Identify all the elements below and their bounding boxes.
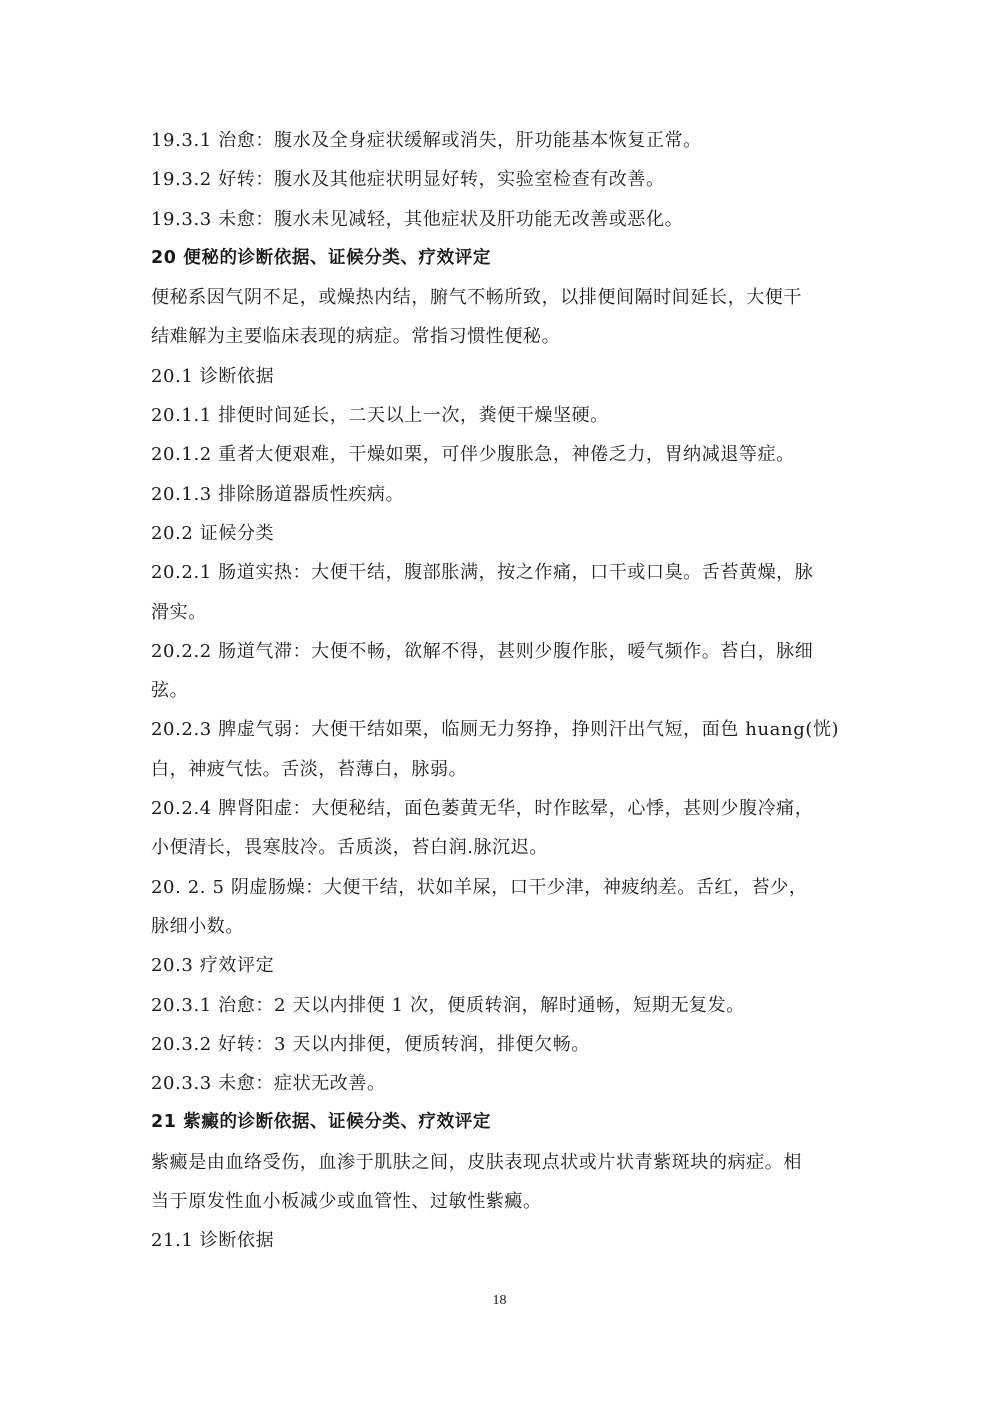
text-line: 20.2.3 脾虚气弱：大便干结如栗，临厕无力努挣，挣则汗出气短，面色 huang(恍) bbox=[151, 719, 840, 741]
text-line: 20.2 证候分类 bbox=[151, 522, 275, 544]
text-line: 19.3.2 好转：腹水及其他症状明显好转，实验室检查有改善。 bbox=[151, 169, 665, 191]
text-line: 20.1 诊断依据 bbox=[151, 365, 275, 387]
text-line: 20.1.3 排除肠道器质性疾病。 bbox=[151, 483, 405, 505]
page-number: 18 bbox=[492, 1293, 507, 1308]
text-line: 脉细小数。 bbox=[151, 915, 244, 937]
text-line: 20.3 疗效评定 bbox=[151, 955, 275, 977]
text-line: 小便清长，畏寒肢冷。舌质淡，苔白润.脉沉迟。 bbox=[151, 837, 548, 859]
text-line: 紫癜是由血络受伤，血渗于肌肤之间，皮肤表现点状或片状青紫斑块的病症。相 bbox=[151, 1151, 802, 1173]
section-heading: 21 紫癜的诊断依据、证候分类、疗效评定 bbox=[151, 1112, 491, 1133]
section-heading: 20 便秘的诊断依据、证候分类、疗效评定 bbox=[151, 247, 491, 268]
text-line: 20.2.2 肠道气滞：大便不畅，欲解不得，甚则少腹作胀，嗳气频作。苔白，脉细 bbox=[151, 640, 814, 662]
text-line: 20.3.2 好转：3 天以内排便，便质转润，排便欠畅。 bbox=[151, 1033, 590, 1055]
text-line: 当于原发性血小板减少或血管性、过敏性紫癜。 bbox=[151, 1191, 542, 1213]
text-line: 19.3.3 未愈：腹水未见减轻，其他症状及肝功能无改善或恶化。 bbox=[151, 208, 684, 230]
text-line: 结难解为主要临床表现的病症。常指习惯性便秘。 bbox=[151, 326, 561, 348]
text-line: 20.2.4 脾肾阳虚：大便秘结，面色萎黄无华，时作眩晕，心悸，甚则少腹冷痛， bbox=[151, 798, 814, 820]
document-body bbox=[151, 121, 851, 1261]
text-line: 20.1.2 重者大便艰难，干燥如栗，可伴少腹胀急，神倦乏力，胃纳减退等症。 bbox=[151, 444, 795, 466]
text-line: 20.1.1 排便时间延长，二天以上一次，粪便干燥坚硬。 bbox=[151, 405, 609, 427]
text-line: 滑实。 bbox=[151, 601, 207, 623]
text-line: 20.3.1 治愈：2 天以内排便 1 次，便质转润，解时通畅，短期无复发。 bbox=[151, 994, 745, 1016]
text-line: 20. 2. 5 阴虚肠燥：大便干结，状如羊屎，口干少津，神疲纳差。舌红，苔少， bbox=[151, 876, 808, 898]
text-line: 21.1 诊断依据 bbox=[151, 1230, 275, 1252]
text-line: 便秘系因气阴不足，或燥热内结，腑气不畅所致，以排便间隔时间延长，大便干 bbox=[151, 287, 802, 309]
text-line: 弦。 bbox=[151, 680, 189, 702]
text-line: 19.3.1 治愈：腹水及全身症状缓解或消失，肝功能基本恢复正常。 bbox=[151, 130, 702, 151]
text-line: 20.2.1 肠道实热：大便干结，腹部胀满，按之作痛，口干或口臭。舌苔黄燥，脉 bbox=[151, 562, 814, 584]
text-line: 20.3.3 未愈：症状无改善。 bbox=[151, 1073, 386, 1095]
text-line: 白，神疲气怯。舌淡，苔薄白，脉弱。 bbox=[151, 758, 468, 780]
